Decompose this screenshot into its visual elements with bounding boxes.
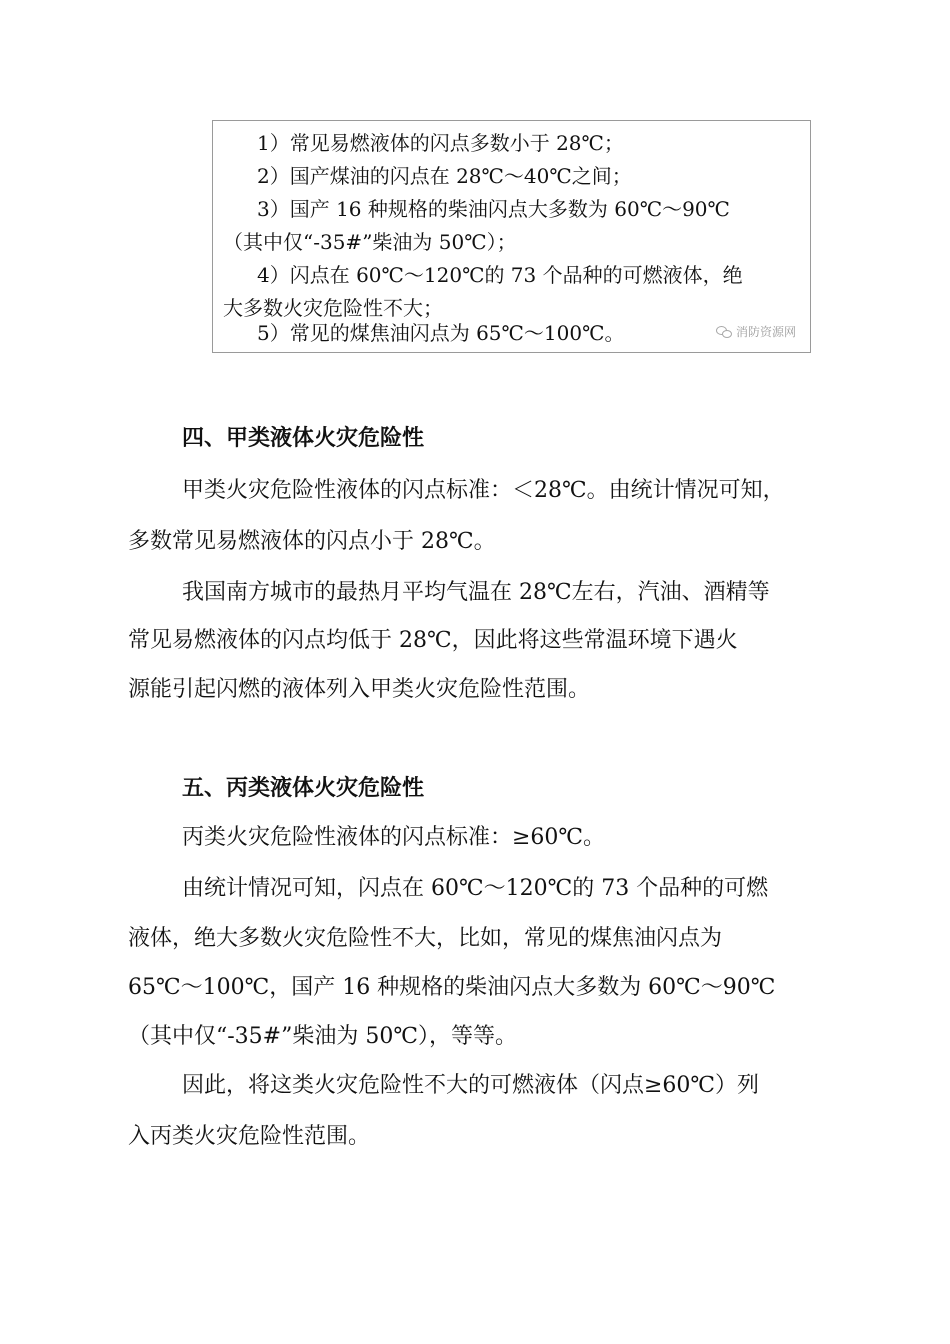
quote-line: 大多数火灾危险性不大； xyxy=(223,296,443,320)
quote-line: 3）国产 16 种规格的柴油闪点大多数为 60℃～90℃ xyxy=(257,197,730,221)
section4-paragraph2-line: 源能引起闪燃的液体列入甲类火灾危险性范围。 xyxy=(128,677,591,702)
quote-line: 2）国产煤油的闪点在 28℃～40℃之间； xyxy=(257,164,632,188)
quote-box xyxy=(212,120,811,353)
section5-paragraph2-line: 液体，绝大多数火灾危险性不大，比如，常见的煤焦油闪点为 xyxy=(128,926,723,951)
quote-line: 5）常见的煤焦油闪点为 65℃～100℃。 xyxy=(257,321,625,345)
section5-paragraph3-line: 入丙类火灾危险性范围。 xyxy=(128,1124,371,1149)
quote-line: 4）闪点在 60℃～120℃的 73 个品种的可燃液体，绝 xyxy=(257,263,743,287)
watermark-text: 消防资源网 xyxy=(735,325,796,339)
quote-line: 1）常见易燃液体的闪点多数小于 28℃； xyxy=(257,131,624,155)
section4-paragraph2-line: 常见易燃液体的闪点均低于 28℃，因此将这些常温环境下遇火 xyxy=(128,628,738,653)
section5-paragraph2-line: 65℃～100℃，国产 16 种规格的柴油闪点大多数为 60℃～90℃ xyxy=(128,975,776,1000)
section4-heading: 四、甲类液体火灾危险性 xyxy=(182,426,425,451)
section5-paragraph2-line: 由统计情况可知，闪点在 60℃～120℃的 73 个品种的可燃 xyxy=(182,876,769,901)
section4-paragraph1-line: 甲类火灾危险性液体的闪点标准：＜28℃。由统计情况可知， xyxy=(182,478,785,503)
section5-heading: 五、丙类液体火灾危险性 xyxy=(182,776,425,801)
section5-paragraph1-line: 丙类火灾危险性液体的闪点标准：≥60℃。 xyxy=(182,825,606,850)
wechat-icon xyxy=(716,326,732,338)
quote-line: （其中仅“-35#”柴油为 50℃）； xyxy=(223,230,517,254)
section4-paragraph1-line: 多数常见易燃液体的闪点小于 28℃。 xyxy=(128,529,496,554)
watermark xyxy=(716,323,796,340)
section4-paragraph2-line: 我国南方城市的最热月平均气温在 28℃左右，汽油、酒精等 xyxy=(182,580,770,605)
section5-paragraph2-line: （其中仅“-35#”柴油为 50℃），等等。 xyxy=(128,1024,517,1049)
section5-paragraph3-line: 因此，将这类火灾危险性不大的可燃液体（闪点≥60℃）列 xyxy=(182,1073,760,1098)
